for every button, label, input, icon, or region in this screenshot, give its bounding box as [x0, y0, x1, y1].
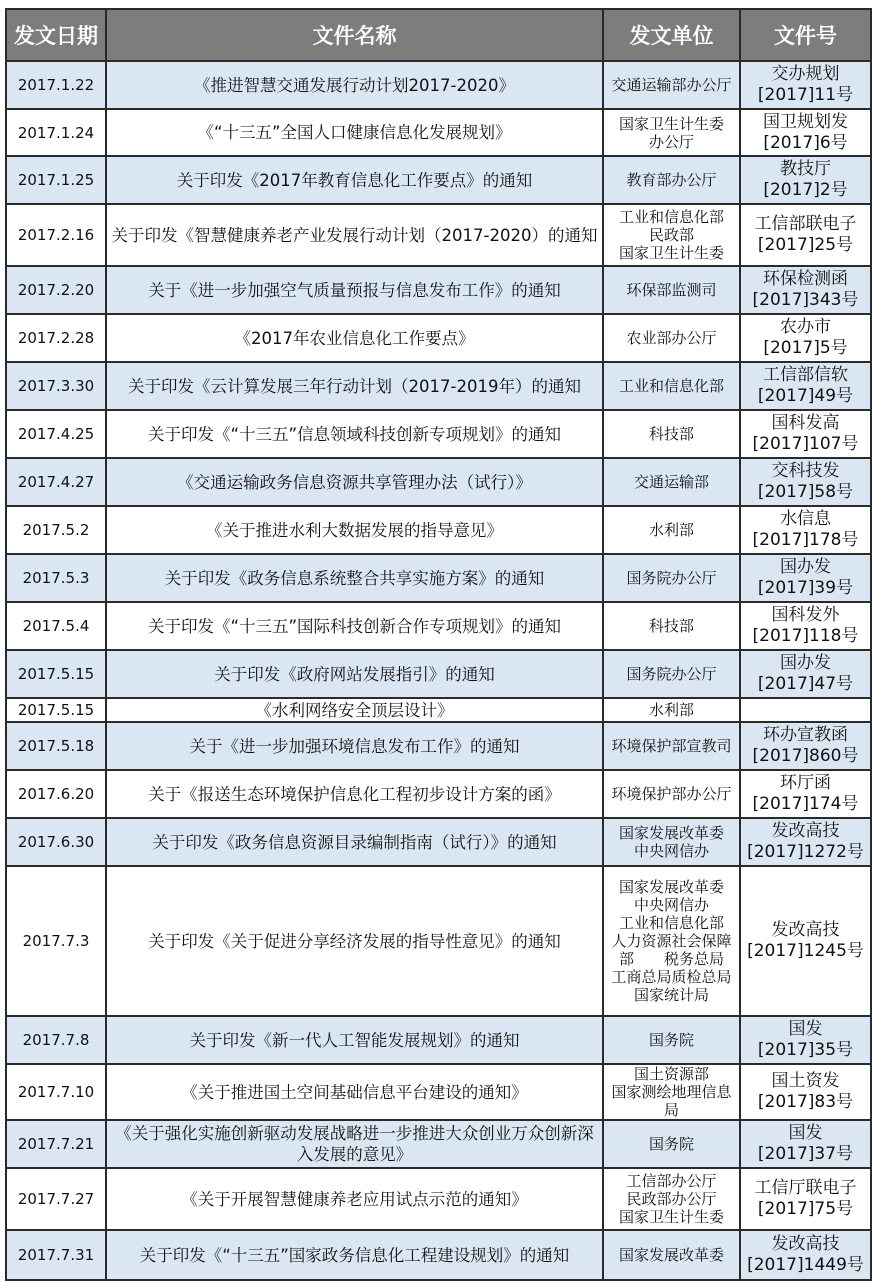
unit-line: 中央网信办	[633, 842, 709, 860]
row-date: 2017.5.4	[6, 602, 106, 650]
unit-line: 水利部	[648, 701, 694, 719]
row-date: 2017.4.25	[6, 410, 106, 458]
table-row	[6, 362, 871, 410]
number-line: [2017]25号	[757, 235, 854, 255]
number-line: [2017]174号	[752, 794, 859, 814]
number-line: 环办宣教函	[763, 725, 848, 745]
row-date: 2017.1.24	[6, 109, 106, 156]
number-line: 国科发外	[771, 605, 840, 625]
unit-line: 工商总局质检总局	[611, 968, 732, 986]
table-row	[6, 61, 871, 109]
unit-line: 国家发展改革委	[618, 878, 724, 896]
header-title: 文件名称	[106, 9, 603, 61]
row-title: 关于印发《智慧健康养老产业发展行动计划（2017-2020）的通知	[106, 204, 603, 266]
row-unit	[603, 1230, 740, 1280]
unit-line: 国家测绘地理信息局	[611, 1083, 732, 1119]
row-title: 关于印发《政务信息资源目录编制指南（试行）》的通知	[106, 818, 603, 866]
unit-line: 国家卫生计生委	[618, 114, 724, 133]
table-row	[6, 410, 871, 458]
number-line: [2017]39号	[757, 578, 854, 598]
number-line: 发改高技	[771, 1234, 840, 1254]
table-row	[6, 458, 871, 506]
row-date: 2017.2.20	[6, 266, 106, 314]
unit-line: 工业和信息化部	[618, 377, 724, 395]
row-number	[740, 314, 871, 362]
row-unit	[603, 698, 740, 722]
row-unit	[603, 602, 740, 650]
unit-line: 国家统计局	[633, 986, 709, 1004]
number-line: [2017]49号	[757, 386, 854, 406]
row-unit	[603, 1064, 740, 1120]
row-date: 2017.1.22	[6, 61, 106, 109]
row-unit	[603, 554, 740, 602]
number-line: 国办发	[780, 653, 831, 673]
number-line: 环保检测函	[763, 269, 848, 289]
table-row	[6, 506, 871, 554]
unit-line: 国家卫生计生委	[618, 244, 724, 262]
row-number	[740, 1064, 871, 1120]
unit-line: 环境保护部办公厅	[611, 785, 732, 803]
row-title: 《交通运输政务信息资源共享管理办法（试行）》	[106, 458, 603, 506]
row-number	[740, 866, 871, 1016]
row-number	[740, 362, 871, 410]
unit-line: 国家发展改革委	[618, 824, 724, 842]
header-number: 文件号	[740, 9, 871, 61]
row-unit	[603, 156, 740, 204]
table-row	[6, 722, 871, 770]
row-date: 2017.6.30	[6, 818, 106, 866]
row-number	[740, 818, 871, 866]
row-number	[740, 770, 871, 818]
row-unit	[603, 410, 740, 458]
header-unit: 发文单位	[603, 9, 740, 61]
row-number	[740, 458, 871, 506]
row-title: 《关于推进国土空间基础信息平台建设的通知》	[106, 1064, 603, 1120]
number-line: [2017]178号	[752, 530, 859, 550]
row-number	[740, 554, 871, 602]
row-title: 关于印发《“十三五”国家政务信息化工程建设规划》的通知	[106, 1230, 603, 1280]
row-date: 2017.5.18	[6, 722, 106, 770]
row-title: 《关于开展智慧健康养老应用试点示范的通知》	[106, 1168, 603, 1230]
table-row	[6, 602, 871, 650]
table-row	[6, 1120, 871, 1168]
row-number	[740, 722, 871, 770]
unit-line: 工业和信息化部	[618, 914, 724, 932]
row-date: 2017.7.21	[6, 1120, 106, 1168]
number-line: 国科发高	[771, 413, 840, 433]
number-line: [2017]343号	[752, 290, 859, 310]
row-unit	[603, 1016, 740, 1064]
row-date: 2017.2.28	[6, 314, 106, 362]
row-number	[740, 506, 871, 554]
number-line: [2017]6号	[763, 132, 848, 153]
table-row	[6, 818, 871, 866]
unit-line: 水利部	[648, 521, 694, 539]
row-date: 2017.5.15	[6, 698, 106, 722]
number-line: 国卫规划发	[763, 111, 848, 132]
number-line: [2017]1245号	[747, 941, 864, 961]
number-line: [2017]47号	[757, 674, 854, 694]
row-date: 2017.7.8	[6, 1016, 106, 1064]
unit-line: 国务院	[648, 1135, 694, 1153]
row-date: 2017.4.27	[6, 458, 106, 506]
number-line: [2017]37号	[757, 1144, 854, 1164]
unit-line: 科技部	[648, 425, 694, 443]
table-row	[6, 650, 871, 698]
number-line: [2017]11号	[757, 85, 854, 105]
number-line: 发改高技	[771, 920, 840, 940]
row-title: 《水利网络安全顶层设计》	[106, 698, 603, 722]
row-number	[740, 1016, 871, 1064]
row-title: 《2017年农业信息化工作要点》	[106, 314, 603, 362]
row-date: 2017.7.27	[6, 1168, 106, 1230]
row-unit	[603, 266, 740, 314]
number-line: 交科技发	[771, 461, 840, 481]
table-row	[6, 1064, 871, 1120]
unit-line: 环境保护部宣教司	[611, 737, 732, 755]
number-line: 水信息	[780, 509, 831, 529]
number-line: [2017]75号	[757, 1199, 854, 1219]
row-unit	[603, 1120, 740, 1168]
unit-line: 国家卫生计生委	[618, 1208, 724, 1226]
row-unit	[603, 1168, 740, 1230]
table-row	[6, 109, 871, 156]
row-unit	[603, 109, 740, 156]
row-title: 《关于推进水利大数据发展的指导意见》	[106, 506, 603, 554]
unit-line: 农业部办公厅	[626, 329, 717, 347]
row-unit	[603, 314, 740, 362]
row-number	[740, 698, 871, 722]
row-unit	[603, 650, 740, 698]
unit-line: 环保部监测司	[626, 281, 717, 299]
unit-line: 教育部办公厅	[626, 171, 717, 189]
row-number	[740, 410, 871, 458]
number-line: [2017]1272号	[747, 842, 864, 862]
row-title: 关于《进一步加强空气质量预报与信息发布工作》的通知	[106, 266, 603, 314]
unit-line: 国务院办公厅	[626, 569, 717, 587]
unit-line: 民政部	[648, 226, 694, 244]
row-unit	[603, 722, 740, 770]
unit-line: 国土资源部	[633, 1065, 709, 1083]
number-line: [2017]35号	[757, 1040, 854, 1060]
row-title: 《“十三五”全国人口健康信息化发展规划》	[106, 109, 603, 156]
row-date: 2017.5.15	[6, 650, 106, 698]
unit-line: 交通运输部办公厅	[611, 76, 732, 94]
number-line: 国发	[788, 1019, 823, 1039]
row-date: 2017.2.16	[6, 204, 106, 266]
number-line: [2017]1449号	[747, 1255, 864, 1275]
number-line: 农办市	[780, 317, 831, 337]
header-date: 发文日期	[6, 9, 106, 61]
number-line: 工信部信软	[763, 365, 848, 385]
row-number	[740, 1168, 871, 1230]
row-date: 2017.5.2	[6, 506, 106, 554]
unit-line: 交通运输部	[633, 473, 709, 491]
row-title: 关于印发《“十三五”国际科技创新合作专项规划》的通知	[106, 602, 603, 650]
row-title: 关于《进一步加强环境信息发布工作》的通知	[106, 722, 603, 770]
unit-line: 国务院	[648, 1031, 694, 1049]
unit-line: 科技部	[648, 617, 694, 635]
row-number	[740, 204, 871, 266]
table-row	[6, 1168, 871, 1230]
row-number	[740, 266, 871, 314]
unit-line: 国务院办公厅	[626, 665, 717, 683]
row-unit	[603, 204, 740, 266]
row-title: 《推进智慧交通发展行动计划2017-2020》	[106, 61, 603, 109]
table-row	[6, 1016, 871, 1064]
row-title: 关于印发《云计算发展三年行动计划（2017-2019年）的通知	[106, 362, 603, 410]
unit-line: 国家发展改革委	[618, 1246, 724, 1264]
table-row	[6, 770, 871, 818]
table-row	[6, 156, 871, 204]
table-row	[6, 554, 871, 602]
number-line: 国办发	[780, 557, 831, 577]
row-title: 关于印发《政府网站发展指引》的通知	[106, 650, 603, 698]
row-unit	[603, 458, 740, 506]
number-line: 教技厅	[780, 159, 831, 179]
row-unit	[603, 818, 740, 866]
row-number	[740, 1230, 871, 1280]
row-number	[740, 109, 871, 156]
row-number	[740, 650, 871, 698]
unit-line: 工业和信息化部	[618, 208, 724, 226]
row-date: 2017.7.10	[6, 1064, 106, 1120]
unit-line: 工信部办公厅	[626, 1172, 717, 1190]
number-line: [2017]58号	[757, 482, 854, 502]
number-line: [2017]83号	[757, 1092, 854, 1112]
table-row	[6, 866, 871, 1016]
number-line: [2017]107号	[752, 434, 859, 454]
table-row	[6, 1230, 871, 1280]
row-title: 关于印发《政务信息系统整合共享实施方案》的通知	[106, 554, 603, 602]
row-title: 关于印发《关于促进分享经济发展的指导性意见》的通知	[106, 866, 603, 1016]
table-body	[6, 61, 871, 1280]
row-title: 关于印发《“十三五”信息领域科技创新专项规划》的通知	[106, 410, 603, 458]
row-title: 关于印发《2017年教育信息化工作要点》的通知	[106, 156, 603, 204]
row-unit	[603, 866, 740, 1016]
row-date: 2017.6.20	[6, 770, 106, 818]
row-number	[740, 61, 871, 109]
row-date: 2017.3.30	[6, 362, 106, 410]
number-line: [2017]860号	[752, 746, 859, 766]
row-title: 《关于强化实施创新驱动发展战略进一步推进大众创业万众创新深入发展的意见》	[106, 1120, 603, 1168]
row-unit	[603, 506, 740, 554]
number-line: 工信部联电子	[754, 214, 857, 234]
row-number	[740, 1120, 871, 1168]
unit-line: 部 税务总局	[618, 950, 724, 968]
row-unit	[603, 61, 740, 109]
table-row	[6, 698, 871, 722]
row-date: 2017.7.3	[6, 866, 106, 1016]
number-line: 国土资发	[771, 1071, 840, 1091]
header-row	[6, 9, 871, 61]
row-number	[740, 156, 871, 204]
number-line: 发改高技	[771, 821, 840, 841]
row-date: 2017.5.3	[6, 554, 106, 602]
table-row	[6, 266, 871, 314]
number-line: 环厅函	[780, 773, 831, 793]
unit-line: 中央网信办	[633, 896, 709, 914]
unit-line: 民政部办公厅	[626, 1190, 717, 1208]
number-line: [2017]2号	[763, 180, 848, 200]
row-date: 2017.1.25	[6, 156, 106, 204]
number-line: [2017]118号	[752, 626, 859, 646]
unit-line: 办公厅	[648, 132, 694, 151]
row-unit	[603, 770, 740, 818]
number-line: 国发	[788, 1123, 823, 1143]
row-unit	[603, 362, 740, 410]
table-row	[6, 314, 871, 362]
row-date: 2017.7.31	[6, 1230, 106, 1280]
number-line: 交办规划	[771, 64, 840, 84]
table-row	[6, 204, 871, 266]
row-title: 关于《报送生态环境保护信息化工程初步设计方案的函》	[106, 770, 603, 818]
document-table	[5, 8, 872, 1281]
row-title: 关于印发《新一代人工智能发展规划》的通知	[106, 1016, 603, 1064]
row-number	[740, 602, 871, 650]
number-line: 工信厅联电子	[754, 1178, 857, 1198]
number-line: [2017]5号	[763, 338, 848, 358]
unit-line: 人力资源社会保障	[611, 932, 732, 950]
